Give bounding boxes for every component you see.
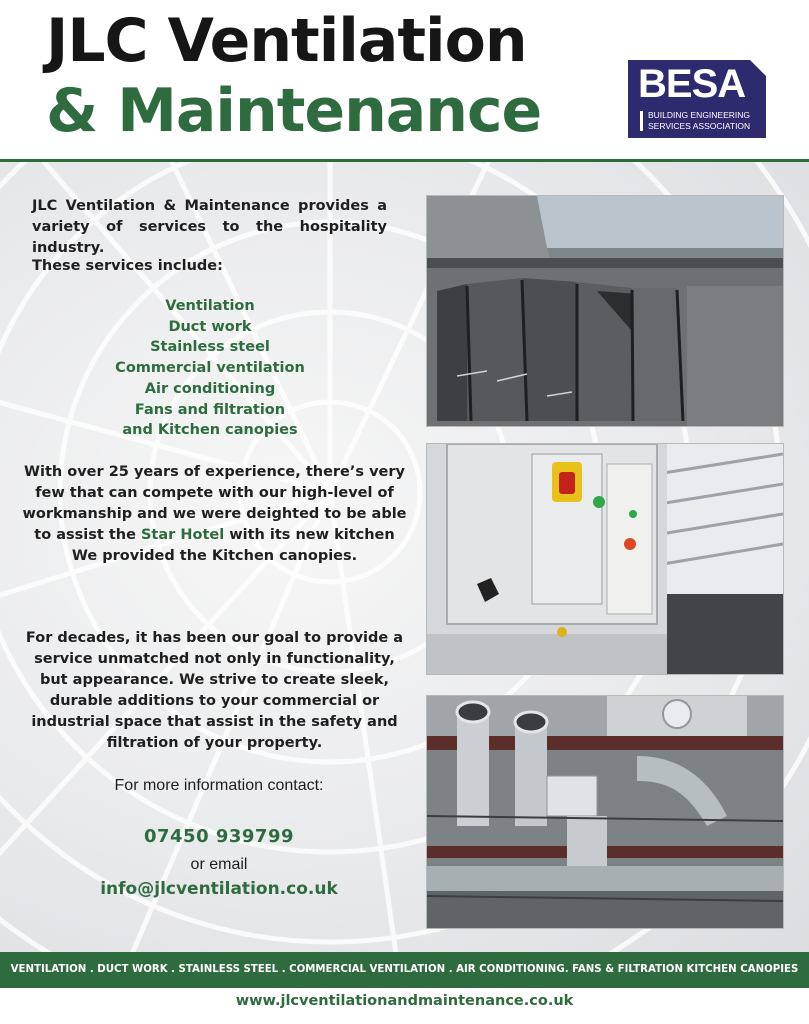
- header-divider: [0, 159, 809, 162]
- services-heading: These services include:: [32, 258, 223, 274]
- service-item: Stainless steel: [150, 339, 270, 356]
- besa-logo-subtitle: BUILDING ENGINEERING SERVICES ASSOCIATION: [648, 110, 751, 131]
- services-banner: VENTILATION . DUCT WORK . STAINLESS STEEL . COMMERCIAL VENTILATION . AIR CONDITIONING. FANS & FILTRATION KITCHEN CANOPIES: [0, 952, 809, 988]
- intro-text: JLC Ventilation & Maintenance provides a variety of services to the hospitality industry.: [32, 198, 387, 256]
- service-item: Commercial ventilation: [115, 360, 305, 377]
- photo-control-panel: [426, 443, 784, 675]
- photo-ductwork: [426, 195, 784, 427]
- phone-number[interactable]: 07450 939799: [143, 826, 295, 847]
- besa-logo: [628, 60, 766, 138]
- title-line-1: JLC Ventilation: [46, 6, 527, 76]
- service-item: and Kitchen canopies: [122, 422, 298, 439]
- title-line-2: & Maintenance: [46, 76, 542, 146]
- goal-paragraph: For decades, it has been our goal to provide a service unmatched not only in functionality, but appearance. We strive to create sleek, durable additions to your commercial or industrial space that assist in the safety and filtration of your property.: [25, 630, 404, 751]
- service-item: Ventilation: [165, 298, 255, 314]
- or-email-text: or email: [190, 856, 248, 873]
- hotel-name: Star Hotel: [140, 527, 225, 543]
- experience-paragraph: With over 25 years of experience, there’s very few that can compete with our high-level of workmanship and we were deighted to be able to assist the Star Hotel with its new kitchen We provided the Kitchen canopies.: [22, 464, 407, 564]
- service-item: Air conditioning: [144, 380, 276, 397]
- contact-label: For more information contact:: [114, 777, 324, 794]
- service-item: Fans and filtration: [134, 401, 286, 418]
- besa-logo-word: BESA: [638, 62, 746, 106]
- header: [0, 0, 809, 162]
- services-list: [60, 296, 360, 441]
- email-link[interactable]: info@jlcventilation.co.uk: [100, 879, 338, 899]
- service-item: Duct work: [168, 318, 252, 335]
- photo-ceiling-ducts: [426, 695, 784, 929]
- website-link[interactable]: www.jlcventilationandmaintenance.co.uk: [235, 993, 574, 1009]
